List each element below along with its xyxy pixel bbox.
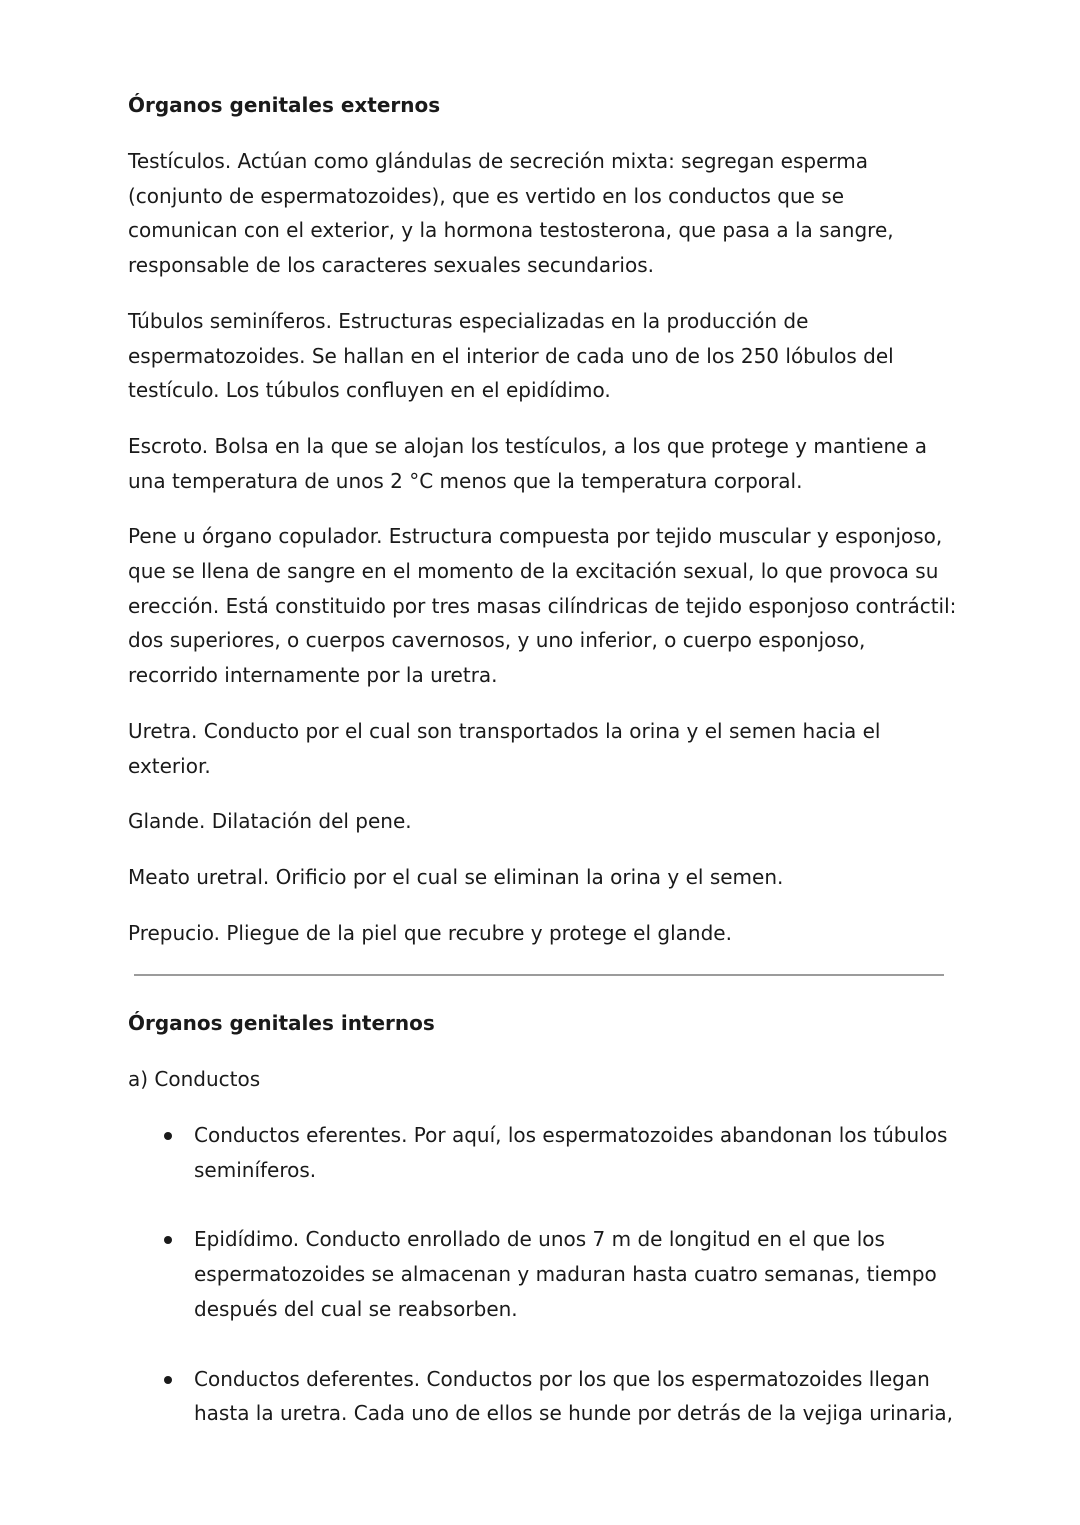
document-page — [128, 88, 958, 1466]
paragraph-uretra: Uretra. Conducto por el cual son transportados la orina y el semen hacia el exterior. — [128, 718, 881, 778]
paragraph-prepucio: Prepucio. Pliegue de la piel que recubre y protege el glande. — [128, 920, 732, 945]
list-item-text: Conductos deferentes. Conductos por los que los espermatozoides llegan hasta la uretra. Cada uno de ellos se hunde por detrás de la vejiga urinaria, — [194, 1366, 953, 1426]
bullet-icon — [164, 1236, 172, 1244]
paragraph-pene: Pene u órgano copulador. Estructura compuesta por tejido muscular y esponjoso, que se llena de sangre en el momento de la excitación sexual, lo que provoca su erección. Está constituido por tres masas cilíndricas de tejido esponjoso contráctil: dos superiores, o cuerpos cavernosos, y uno inferior, o cuerpo esponjoso, recorrido internamente por la uretra. — [128, 524, 957, 688]
bullet-icon — [164, 1376, 172, 1384]
section-divider — [134, 974, 944, 976]
paragraph-testiculos: Testículos. Actúan como glándulas de secreción mixta: segregan esperma (conjunto de espermatozoides), que es vertido en los conductos que se comunican con el exterior, y la hormona testosterona, que pasa a la sangre, responsable de los caracteres sexuales secundarios. — [128, 149, 894, 278]
list-item-text: Conductos eferentes. Por aquí, los espermatozoides abandonan los túbulos seminíferos. — [194, 1123, 948, 1182]
list-item — [128, 1222, 958, 1326]
bullet-icon — [164, 1132, 172, 1140]
paragraph-tubulos-seminiferos: Túbulos seminíferos. Estructuras especializadas en la producción de espermatozoides. Se hallan en el interior de cada uno de los 250 lóbulos del testículo. Los túbulos confluyen en el epidídimo. — [128, 308, 894, 403]
list-item-text: Epidídimo. Conducto enrollado de unos 7 m de longitud en el que los espermatozoides se almacenan y maduran hasta cuatro semanas, tiempo después del cual se reabsorben. — [194, 1227, 937, 1321]
section-heading-external: Órganos genitales externos — [128, 93, 441, 117]
list-item — [128, 1118, 958, 1187]
section-heading-internal: Órganos genitales internos — [128, 1011, 435, 1036]
subheading-conductos: a) Conductos — [128, 1067, 261, 1092]
paragraph-escroto: Escroto. Bolsa en la que se alojan los testículos, a los que protege y mantiene a una temperatura de unos 2 °C menos que la temperatura corporal. — [128, 433, 928, 493]
list-item — [128, 1362, 958, 1431]
paragraph-glande: Glande. Dilatación del pene. — [128, 809, 412, 834]
conductos-list — [128, 1118, 958, 1431]
paragraph-meato-uretral: Meato uretral. Orificio por el cual se eliminan la orina y el semen. — [128, 864, 784, 889]
